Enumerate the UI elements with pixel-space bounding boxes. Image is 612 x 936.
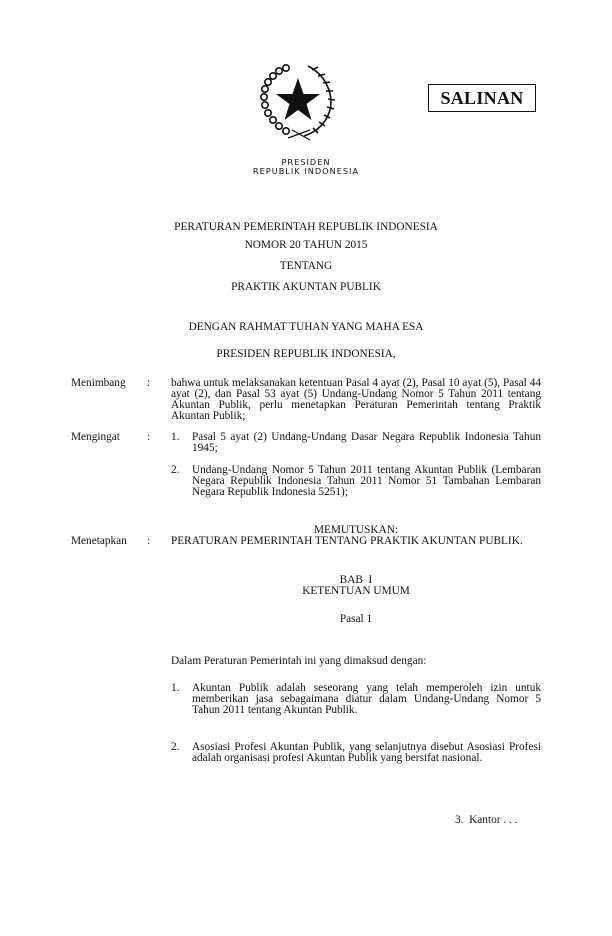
- emblem-caption-president: PRESIDEN: [281, 157, 331, 167]
- list-item-text: Pasal 5 ayat (2) Undang-Undang Dasar Negara Republik Indonesia Tahun 1945;: [192, 431, 541, 454]
- list-item-number: 1.: [171, 431, 180, 443]
- list-item-text: Akuntan Publik adalah seseorang yang telah memperoleh izin untuk memberikan jasa sebagaimana diatur dalam Undang-Undang Nomor 5 Tahun 2011 tentang Akuntan Publik.: [192, 682, 541, 716]
- star-icon: [276, 78, 320, 120]
- salinan-stamp: SALINAN: [428, 84, 536, 112]
- garuda-presidential-emblem-icon: [258, 62, 338, 144]
- chapter-number: BAB I: [339, 574, 373, 586]
- article-title: Pasal 1: [339, 613, 373, 625]
- preamble-blessing: DENGAN RAHMAT TUHAN YANG MAHA ESA: [188, 321, 424, 333]
- list-item-text: Asosiasi Profesi Akuntan Publik, yang selanjutnya disebut Asosiasi Profesi adalah organisasi profesi Akuntan Publik yang bersifat nasional.: [192, 741, 541, 764]
- regulation-number: NOMOR 20 TAHUN 2015: [244, 239, 368, 251]
- memutuskan-heading: MEMUTUSKAN:: [313, 524, 399, 536]
- list-item-text: Undang-Undang Nomor 5 Tahun 2011 tentang Akuntan Publik (Lembaran Negara Republik Indonesia Tahun 2011 Nomor 51 Tambahan Lembaran Negara Republik Indonesia 5251);: [192, 464, 541, 498]
- emblem-caption-republic: REPUBLIK INDONESIA: [252, 166, 360, 176]
- page-continuation: 3. Kantor . . .: [455, 814, 518, 826]
- regulation-subject: PRAKTIK AKUNTAN PUBLIK: [231, 281, 381, 293]
- mengingat-colon: :: [147, 431, 151, 443]
- regulation-title: PERATURAN PEMERINTAH REPUBLIK INDONESIA: [174, 221, 438, 233]
- menimbang-colon: :: [147, 377, 151, 389]
- menetapkan-text: PERATURAN PEMERINTAH TENTANG PRAKTIK AKUNTAN PUBLIK.: [171, 535, 523, 547]
- menetapkan-label: Menetapkan: [71, 535, 127, 547]
- menimbang-text: bahwa untuk melaksanakan ketentuan Pasal 4 ayat (2), Pasal 10 ayat (5), Pasal 44 ayat (2), dan Pasal 53 ayat (5) Undang-Undang Nomor 5 Tahun 2011 tentang Akuntan Publik, perlu menetapkan Peraturan Pemerintah tentang Praktik Akuntan Publik;: [171, 377, 541, 422]
- list-item-number: 1.: [171, 682, 180, 694]
- menimbang-label: Menimbang: [71, 377, 126, 389]
- list-item-number: 2.: [171, 464, 180, 476]
- list-item-number: 2.: [171, 741, 180, 753]
- mengingat-label: Mengingat: [71, 431, 120, 443]
- chapter-title: KETENTUAN UMUM: [302, 585, 410, 597]
- article-intro: Dalam Peraturan Pemerintah ini yang dimaksud dengan:: [171, 655, 427, 667]
- menetapkan-colon: :: [147, 535, 151, 547]
- preamble-president: PRESIDEN REPUBLIK INDONESIA,: [216, 348, 396, 360]
- regulation-about: TENTANG: [279, 260, 333, 272]
